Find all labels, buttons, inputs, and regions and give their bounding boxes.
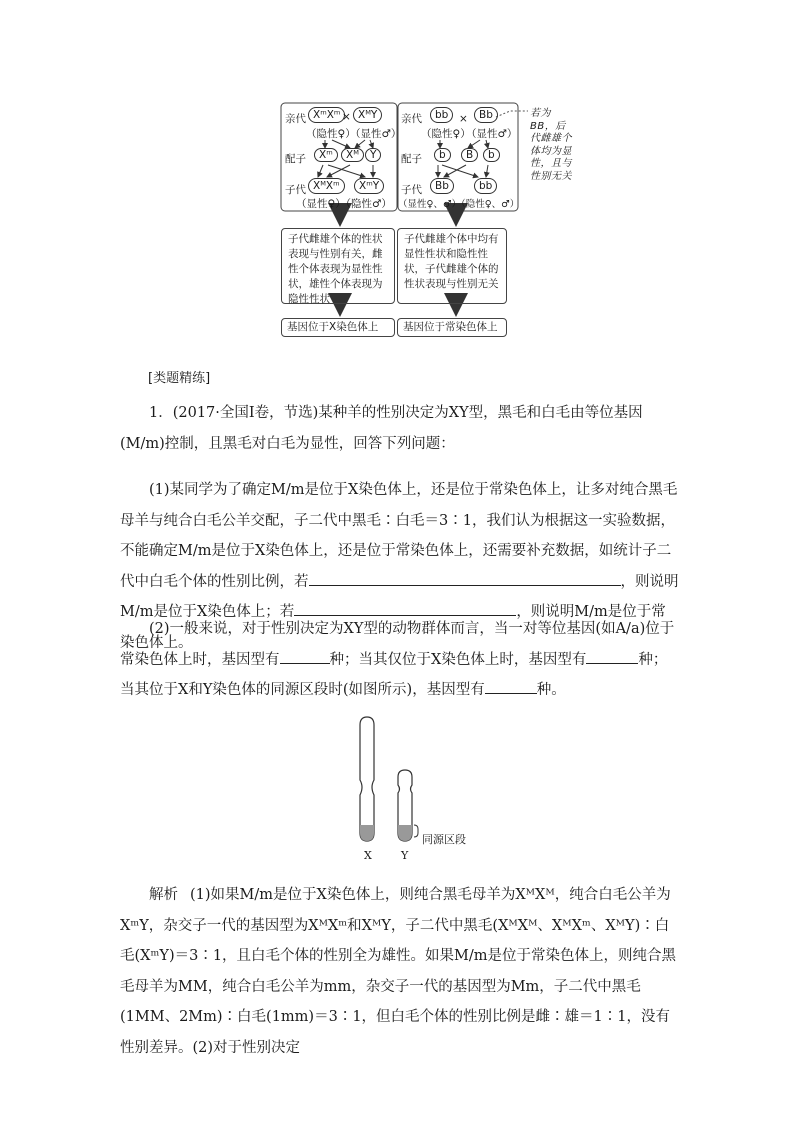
left-gamete-1: Xᵐ [314,148,338,162]
analysis-label: 解析 [149,887,178,903]
y-homologous-region [398,825,412,841]
right-cross: × [459,113,468,125]
left-child-2: XᵐY [354,178,384,194]
part2-text-c: 种；当其位于X和Y染色体的同源区段时(如图所示)，基因型有 [120,651,668,698]
right-conclusion: 基因位于常染色体上 [397,318,507,337]
left-parent-label: 亲代 [285,113,306,125]
section-title: [类题精练] [148,371,211,386]
right-parent-male: Bb [474,107,498,123]
right-child-2: bb [474,178,497,194]
right-gamete-2: B [461,148,478,162]
left-gamete-2: Xᴹ [341,148,364,162]
right-child-label: 子代 [401,184,422,196]
right-child-note: （显性♀、♂）（隐性♀、♂） [398,199,520,210]
right-parent-male-note: （显性♂） [466,128,518,140]
left-gamete-label: 配子 [285,153,306,165]
left-child-label: 子代 [285,184,306,196]
left-parent-male: XᴹY [353,107,382,123]
x-label: X [364,849,372,862]
right-parent-label: 亲代 [401,113,422,125]
left-parent-male-note: （显性♂） [350,128,402,140]
homologous-label: 同源区段 [422,833,466,846]
left-child-note: （显性♀）（隐性♂） [296,198,392,210]
left-child-1: XᴹXᵐ [308,178,345,194]
answer-blank-5[interactable] [485,679,537,694]
answer-blank-3[interactable] [280,649,330,664]
part2-text-a: (2)一般来说，对于性别决定为XY型的动物群体而言，当一对等位基因(如A/a)位于常染色体上时，基因型有 [120,621,675,668]
analysis [120,880,680,1063]
x-homologous-region [360,825,374,841]
right-result-box: 子代雌雄个体中均有显性性状和隐性性状，子代雌雄个体的性状表现与性别无关 [397,228,507,304]
question-intro: 1．(2017·全国Ⅰ卷，节选)某种羊的性别决定为XY型，黑毛和白毛由等位基因(M/m)控制，且黑毛对白毛为显性，回答下列问题： [120,405,643,452]
left-parent-female-note: （隐性♀） [306,128,356,140]
question-part2 [120,614,680,706]
part2-text-d: 种。 [536,682,566,698]
part1-text-a: (1)某同学为了确定M/m是位于X染色体上，还是位于常染色体上，让多对纯合黑毛母羊与纯合白毛公羊交配，子二代中黑毛∶白毛＝3∶1，我们认为根据这一实验数据，不能确定M/m是位于X染色体上，还是位于常染色体上，还需要补充数据，如统计子二代中白毛个体的性别比例，若 [120,482,678,590]
x-chromosome [360,717,374,841]
right-gamete-3: b [483,148,500,162]
left-gamete-3: Y [365,148,381,162]
part1-text-b: ，则说明M/m是位于X染色体上；若 [120,573,679,620]
left-result-box: 子代雌雄个体的性状表现与性别有关，雌性个体表现为显性性状，雄性个体表现为隐性性状 [281,228,395,304]
right-child-1: Bb [430,178,454,194]
right-gamete-1: b [434,148,451,162]
right-side-note: 若为BB，后代雌雄个体均为显性，且与性别无关 [530,108,572,182]
part1-text-c: ，则说明M/m是位于常染色体上。 [120,604,666,651]
answer-blank-4[interactable] [586,649,638,664]
part2-text-b: 种；当其仅位于X染色体上时，基因型有 [329,651,587,668]
y-label: Y [401,849,409,862]
answer-blank-1[interactable] [309,571,621,586]
left-parent-female: XᵐXᵐ [308,107,345,123]
homologous-brace [414,825,418,837]
right-parent-female: bb [430,107,453,123]
right-gamete-label: 配子 [401,153,422,165]
left-conclusion: 基因位于X染色体上 [281,318,395,337]
analysis-text: (1)如果M/m是位于X染色体上，则纯合黑毛母羊为XᴹXᴹ，纯合白毛公羊为XᵐY，杂交子一代的基因型为XᴹXᵐ和XᴹY，子二代中黑毛(XᴹXᴹ、XᴹXᵐ、XᴹY)∶白毛(XᵐY)＝3∶1，且白毛个体的性别全为雄性。如果M/m是位于常染色体上，则纯合黑毛母羊为MM，纯合白毛公羊为mm，杂交子一代的基因型为Mm，子二代中黑毛(1MM、2Mm)∶白毛(1mm)＝3∶1，但白毛个体的性别比例是雌∶雄＝1∶1，没有性别差异。(2)对于性别决定 [120,887,677,1056]
right-parent-female-note: （隐性♀） [421,128,471,140]
left-cross: × [342,111,351,123]
